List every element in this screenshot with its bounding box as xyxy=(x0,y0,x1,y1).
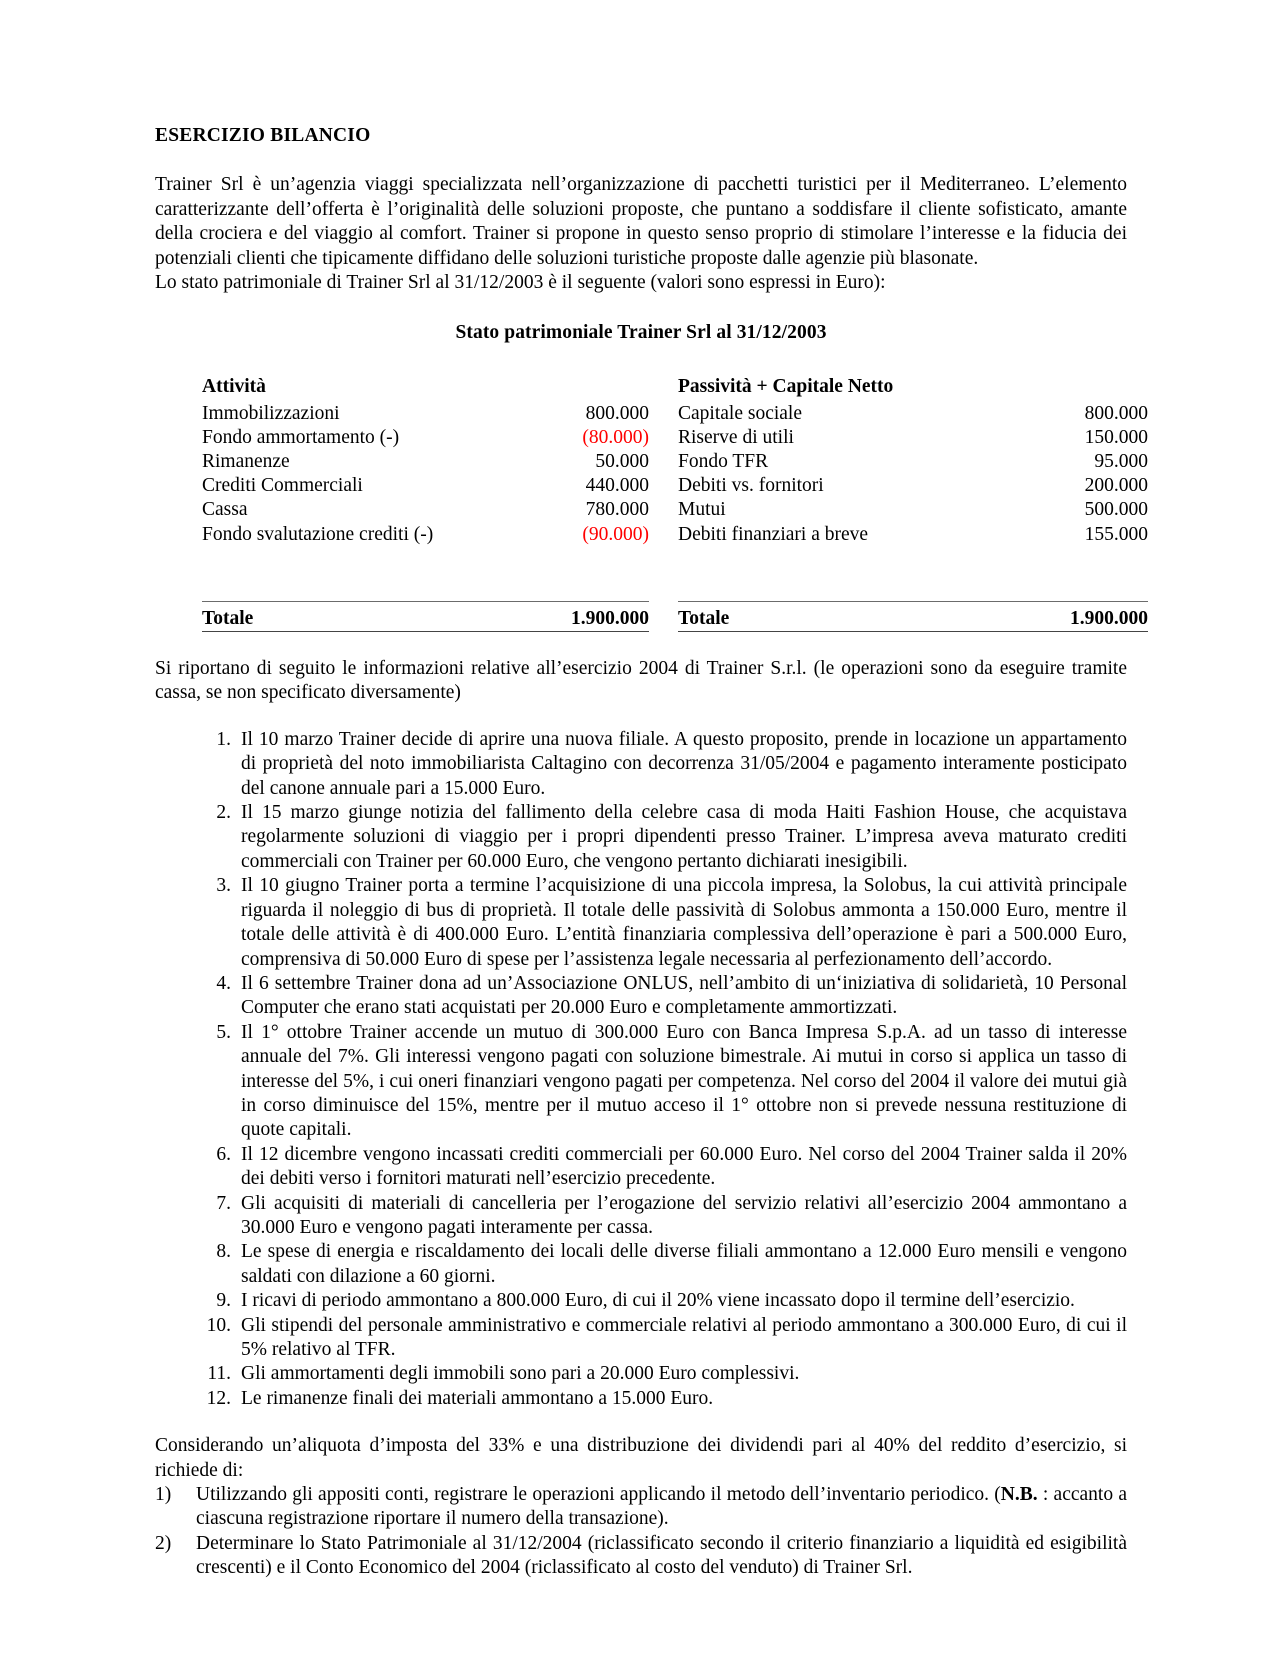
column-gap xyxy=(649,603,671,631)
spacer-cell xyxy=(978,547,1148,601)
list-item: Il 10 marzo Trainer decide di aprire una nuova filiale. A questo proposito, prende in locazione un appartamento di proprietà del noto immobiliarista Caltagino con decorrenza 31/05/2004 e pagamento interamente posticipato del canone annuale pari a 15.000 Euro. xyxy=(241,728,1127,799)
table-row xyxy=(155,523,1148,547)
asset-value: 50.000 xyxy=(595,451,649,473)
column-gap xyxy=(649,523,671,547)
table-row xyxy=(155,474,1148,498)
page-title: ESERCIZIO BILANCIO xyxy=(155,125,371,146)
asset-label: Fondo ammortamento (-) xyxy=(202,426,400,448)
spacer-cell xyxy=(497,547,649,601)
asset-value: 800.000 xyxy=(585,402,649,424)
requirements-list xyxy=(155,1483,1127,1581)
totals-row xyxy=(155,603,1148,631)
spacer-cell xyxy=(155,547,497,601)
liability-value: 500.000 xyxy=(1084,499,1148,521)
liability-label: Fondo TFR xyxy=(678,451,769,473)
list-item: Le rimanenze finali dei materiali ammontano a 15.000 Euro. xyxy=(241,1387,714,1409)
liability-value: 155.000 xyxy=(1084,523,1148,545)
horizontal-rule xyxy=(678,631,1148,632)
spacer-cell xyxy=(671,547,978,601)
requirement-text-after: : accanto a ciascuna registrazione riportare il numero della transazione). xyxy=(196,1484,1127,1530)
liability-label: Debiti finanziari a breve xyxy=(678,523,869,545)
list-item xyxy=(155,1483,1127,1532)
liability-value: 800.000 xyxy=(1084,402,1148,424)
asset-label: Cassa xyxy=(202,499,248,521)
balance-sheet-table xyxy=(155,375,1148,634)
list-item: Le spese di energia e riscaldamento dei locali delle diverse filiali ammontano a 12.000 Euro mensili e vengono saldati con dilazione a 60 giorni. xyxy=(241,1241,1127,1287)
total-label-left: Totale xyxy=(202,607,254,629)
operations-intro: Si riportano di seguito le informazioni relative all’esercizio 2004 di Trainer S.r.l. (le operazioni sono da eseguire tramite cassa, se non specificato diversamente) xyxy=(155,658,1127,704)
intro-text: Trainer Srl è un’agenzia viaggi specializzata nell’organizzazione di pacchetti turistici per il Mediterraneo. L’elemento caratterizzante dell’offerta è l’originalità delle soluzioni proposte, che puntano a soddisfare il cliente sofisticato, amante della crociera e del viaggio al comfort. Trainer si propone in questo senso proprio di stimolare l’interesse e la fiducia dei potenziali clienti che tipicamente diffidano delle soluzioni turistiche proposte dalle agenzie più blasonate. xyxy=(155,174,1127,269)
list-item: Il 15 marzo giunge notizia del fallimento della celebre casa di moda Haiti Fashion House, che acquistava regolarmente soluzioni di viaggio per i propri dipendenti presso Trainer. L’impresa aveva maturato crediti commerciali con Trainer per 60.000 Euro, che vengono pertanto dichiarati inesigibili. xyxy=(241,802,1127,872)
asset-label: Immobilizzazioni xyxy=(202,402,340,424)
requirement-nb-label: N.B. xyxy=(1000,1484,1038,1506)
intro-paragraph xyxy=(155,173,1127,295)
balance-sheet-title: Stato patrimoniale Trainer Srl al 31/12/2003 xyxy=(455,322,827,344)
column-gap xyxy=(649,498,671,522)
rule-cell-right xyxy=(671,631,1148,634)
column-gap xyxy=(649,375,671,401)
asset-value: 780.000 xyxy=(585,499,649,521)
list-item: Il 12 dicembre vengono incassati crediti commerciali per 60.000 Euro. Nel corso del 2004 Trainer salda il 20% dei debiti verso i fornitori maturati nell’esercizio precedente. xyxy=(241,1143,1127,1190)
list-item: Gli stipendi del personale amministrativo e commerciale relativi al periodo ammontano a 300.000 Euro, di cui il 5% relativo al TFR. xyxy=(241,1314,1127,1361)
total-value-right: 1.900.000 xyxy=(1070,607,1148,629)
asset-label: Crediti Commerciali xyxy=(202,475,363,497)
rule-cell-left xyxy=(155,631,649,634)
asset-label: Fondo svalutazione crediti (-) xyxy=(202,523,434,545)
column-gap xyxy=(649,426,671,450)
operations-list xyxy=(155,728,1127,1411)
liability-label: Capitale sociale xyxy=(678,402,802,424)
table-row xyxy=(155,450,1148,474)
liability-value: 150.000 xyxy=(1084,426,1148,448)
horizontal-rule xyxy=(678,601,1148,602)
asset-value: (80.000) xyxy=(582,426,649,448)
list-item: Determinare lo Stato Patrimoniale al 31/12/2004 (riclassificato secondo il criterio finanziario a liquidità ed esigibilità crescenti) e il Conto Economico del 2004 (riclassificato al costo del venduto) di Trainer Srl. xyxy=(196,1532,1127,1579)
liability-label: Mutui xyxy=(678,499,726,521)
requirement-text-before: Utilizzando gli appositi conti, registrare le operazioni applicando il metodo dell’inventario periodico. ( xyxy=(196,1484,1001,1506)
asset-value: 440.000 xyxy=(585,475,649,497)
total-label-right: Totale xyxy=(678,607,730,629)
total-value-left: 1.900.000 xyxy=(571,607,649,629)
list-item: Gli acquisiti di materiali di cancelleria per l’erogazione del servizio relativi all’esercizio 2004 ammontano a 30.000 Euro e vengono pagati interamente per cassa. xyxy=(241,1192,1127,1238)
closing-paragraph: Considerando un’aliquota d’imposta del 33% e una distribuzione dei dividendi pari al 40% del reddito d’esercizio, si richiede di: xyxy=(155,1435,1127,1481)
liabilities-header: Passività + Capitale Netto xyxy=(678,376,894,398)
liability-value: 200.000 xyxy=(1084,475,1148,497)
horizontal-rule xyxy=(202,601,649,602)
list-item: Il 10 giugno Trainer porta a termine l’acquisizione di una piccola impresa, la Solobus, la cui attività principale riguarda il noleggio di bus di proprietà. Il totale delle passività di Solobus ammonta a 150.000 Euro, mentre il totale delle attività è di 400.000 Euro. L’entità finanziaria complessiva dell’operazione è pari a 500.000 Euro, comprensiva di 50.000 Euro di spese per l’assistenza legale necessaria al perfezionamento dell’accordo. xyxy=(241,875,1127,970)
list-item: Gli ammortamenti degli immobili sono pari a 20.000 Euro complessivi. xyxy=(241,1363,800,1385)
assets-header: Attività xyxy=(202,376,266,398)
table-row xyxy=(155,402,1148,426)
asset-value: (90.000) xyxy=(582,523,649,545)
column-gap xyxy=(649,450,671,474)
table-row xyxy=(155,498,1148,522)
totals-bottom-rule-row xyxy=(155,631,1148,634)
liability-label: Debiti vs. fornitori xyxy=(678,475,824,497)
column-gap xyxy=(649,402,671,426)
spacer-cell xyxy=(649,547,671,601)
asset-label: Rimanenze xyxy=(202,451,290,473)
column-gap xyxy=(649,474,671,498)
list-item: Il 6 settembre Trainer dona ad un’Associazione ONLUS, nell’ambito di un‘iniziativa di solidarietà, 10 Personal Computer che erano stati acquistati per 20.000 Euro e completamente ammortizzati. xyxy=(241,972,1127,1019)
liability-label: Riserve di utili xyxy=(678,426,794,448)
liabilities-header-value xyxy=(978,375,1148,401)
liability-value: 95.000 xyxy=(1094,451,1148,473)
table-spacer xyxy=(155,547,1148,601)
intro-last-line: Lo stato patrimoniale di Trainer Srl al 31/12/2003 è il seguente (valori sono espressi in Euro): xyxy=(155,272,886,294)
list-item: Il 1° ottobre Trainer accende un mutuo di 300.000 Euro con Banca Impresa S.p.A. ad un tasso di interesse annuale del 7%. Gli interessi vengono pagati con soluzione bimestrale. Ai mutui in corso si applica un tasso di interesse del 5%, i cui oneri finanziari vengono pagati per competenza. Nel corso del 2004 il valore dei mutui già in corso diminuisce del 15%, mentre per il mutuo acceso il 1° ottobre non si prevede nessuna restituzione di quote capitali. xyxy=(241,1021,1127,1141)
horizontal-rule xyxy=(202,631,649,632)
table-header-row xyxy=(155,375,1148,401)
table-row xyxy=(155,426,1148,450)
column-gap xyxy=(649,631,671,634)
list-item: I ricavi di periodo ammontano a 800.000 Euro, di cui il 20% viene incassato dopo il termine dell’esercizio. xyxy=(241,1290,1075,1312)
assets-header-value xyxy=(497,375,649,401)
